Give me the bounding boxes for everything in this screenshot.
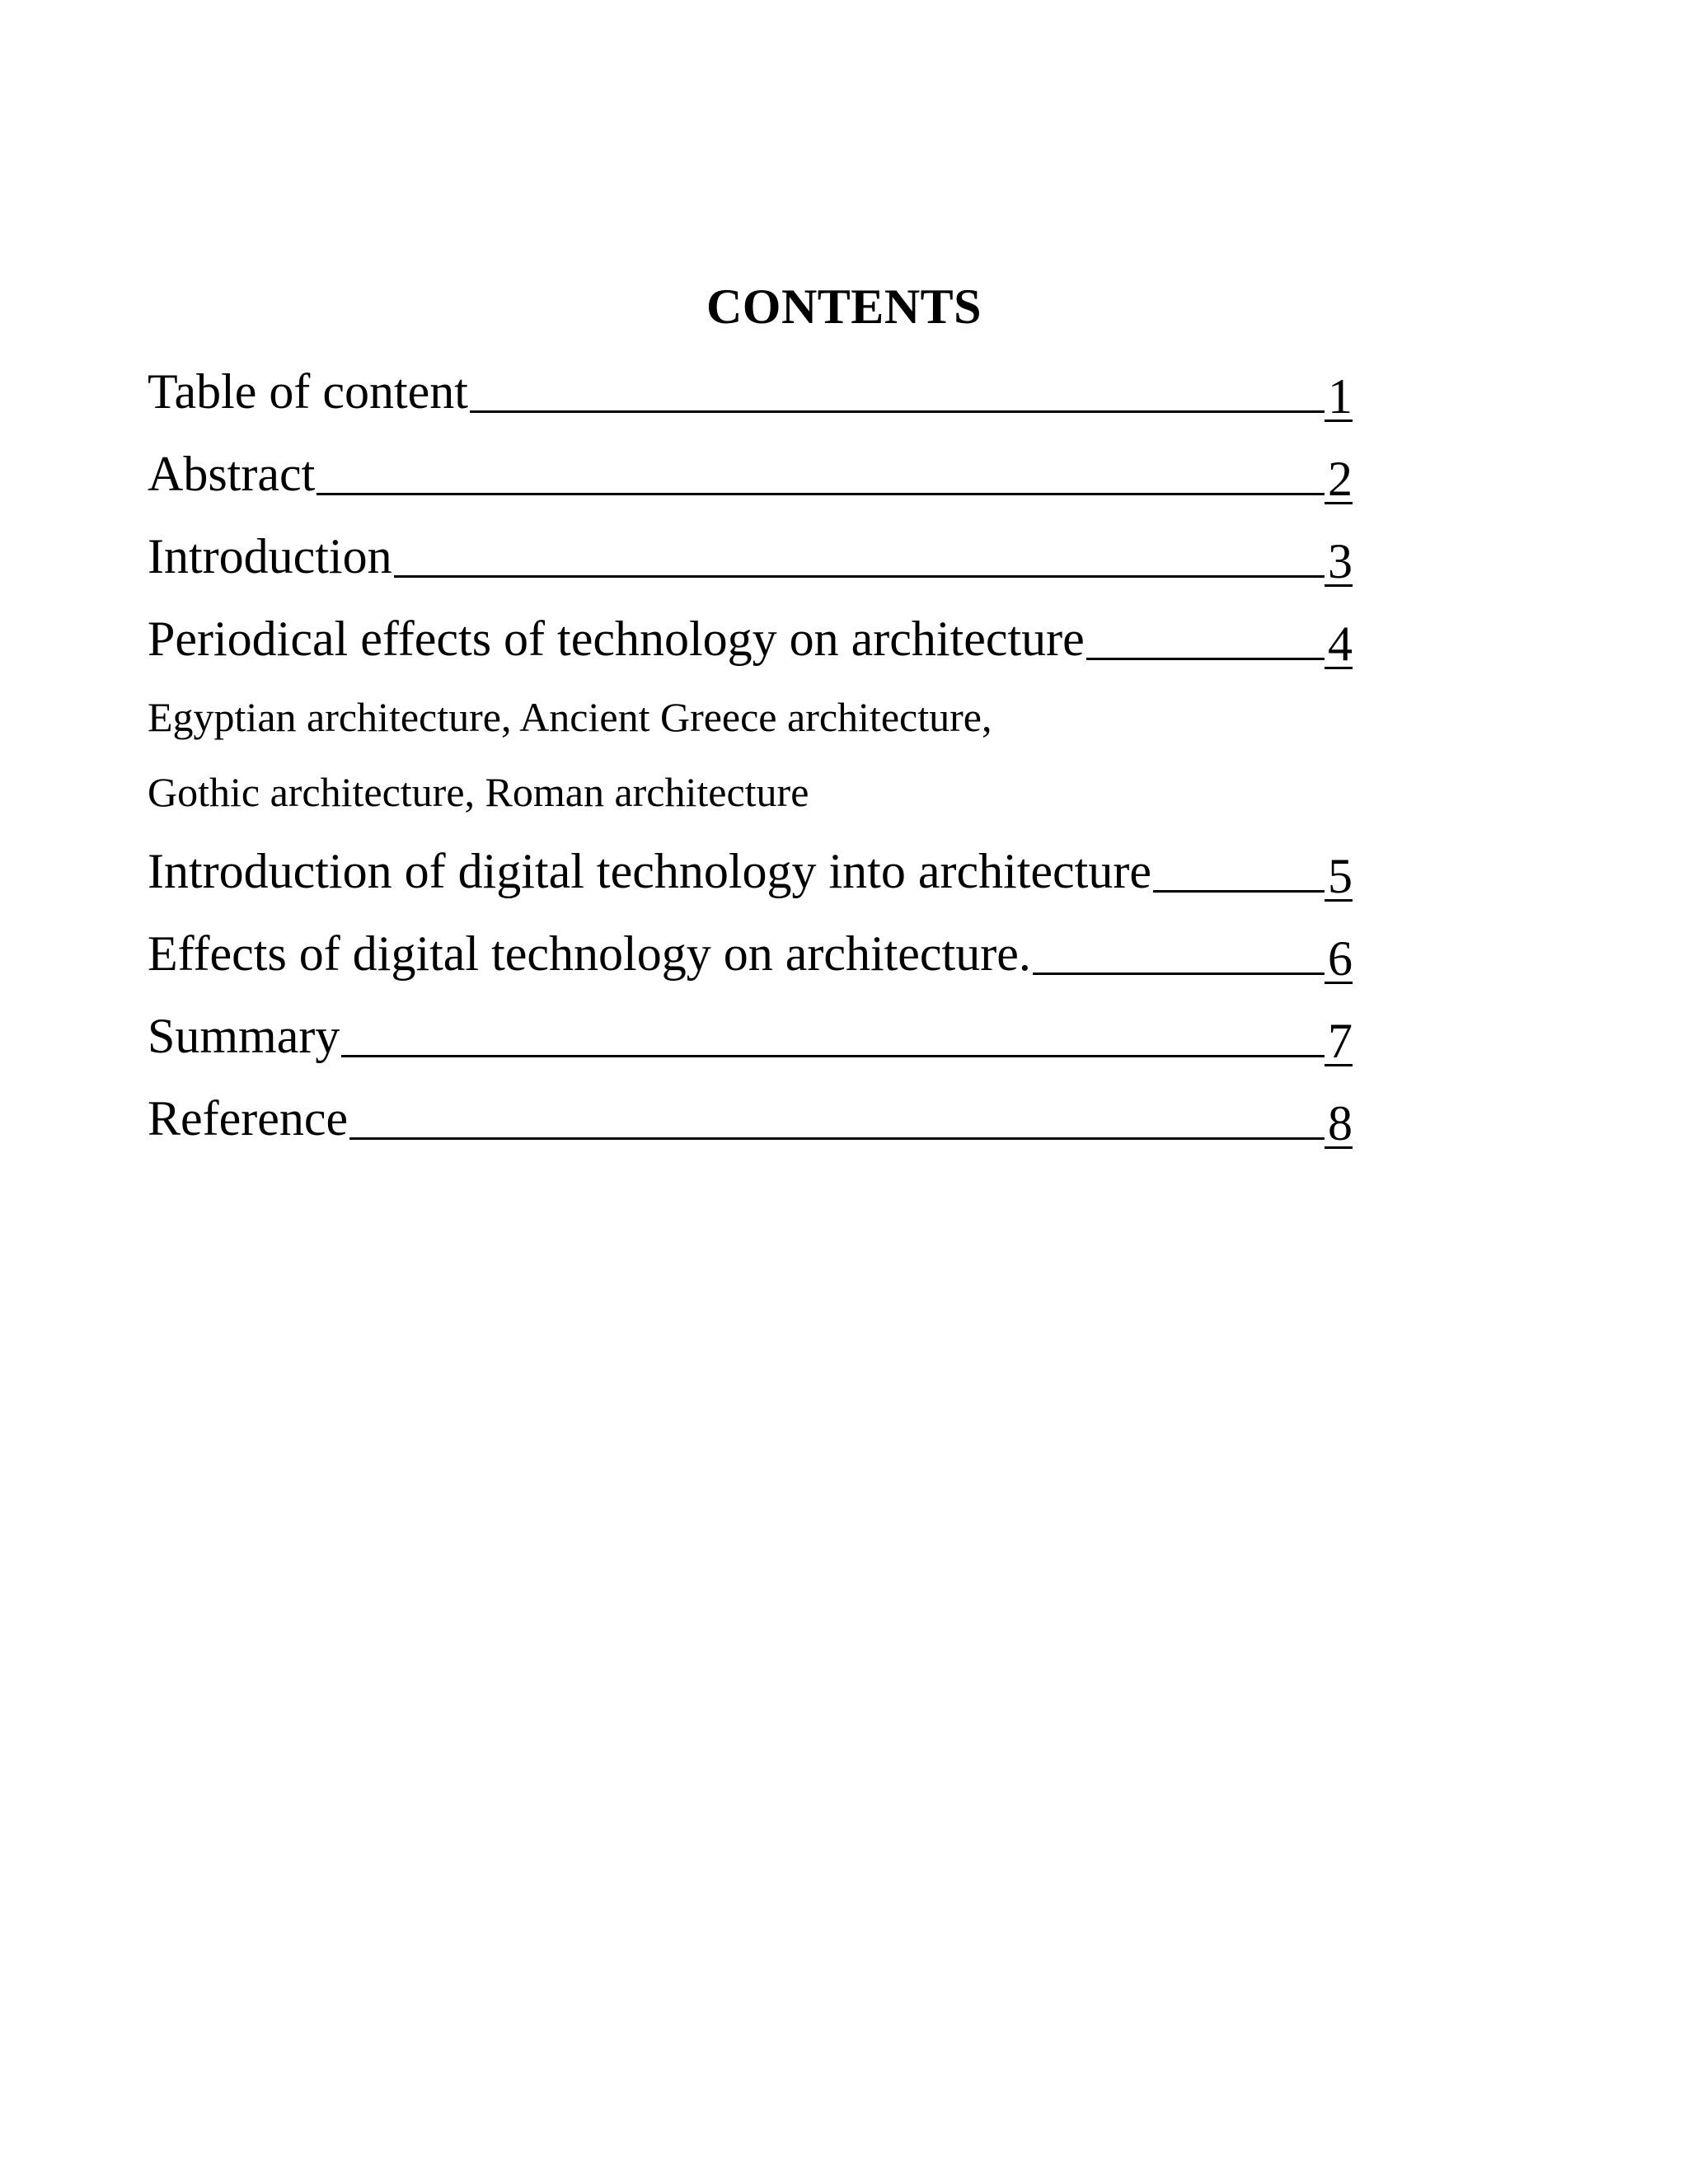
toc-entry[interactable] — [148, 830, 1353, 912]
toc-leader-line — [1033, 972, 1325, 975]
toc-entry-title: Table of content — [148, 364, 468, 419]
toc-page-number: 3 — [1325, 538, 1353, 587]
toc-entry-title: Reference — [148, 1091, 349, 1146]
toc-page-number: 7 — [1325, 1018, 1353, 1066]
toc-entry[interactable] — [148, 912, 1353, 995]
toc-page-number: 2 — [1325, 456, 1353, 504]
toc-entry-title: Introduction of digital technology into architecture — [148, 844, 1151, 898]
toc-subentry: Egyptian architecture, Ancient Greece architecture, — [148, 694, 992, 740]
toc-subentry: Gothic architecture, Roman architecture — [148, 769, 809, 815]
toc-leader-line — [316, 493, 1325, 495]
toc-leader-line — [349, 1137, 1325, 1140]
toc-leader-line — [341, 1055, 1325, 1057]
toc-leader-line — [470, 410, 1325, 413]
toc-page-number: 6 — [1325, 935, 1353, 984]
toc-entry[interactable] — [148, 433, 1353, 515]
table-of-contents — [148, 350, 1353, 1160]
toc-entry-title: Effects of digital technology on architecture. — [148, 926, 1031, 981]
toc-entry[interactable] — [148, 515, 1353, 598]
toc-page-number: 5 — [1325, 853, 1353, 902]
toc-entry[interactable] — [148, 995, 1353, 1077]
toc-entry[interactable] — [148, 1077, 1353, 1160]
toc-entry-title: Periodical effects of technology on architecture — [148, 612, 1085, 666]
toc-page-number: 4 — [1325, 621, 1353, 669]
toc-page-number: 1 — [1325, 373, 1353, 422]
toc-entry[interactable] — [148, 598, 1353, 680]
toc-entry-title: Abstract — [148, 447, 316, 501]
toc-leader-line — [394, 575, 1325, 578]
toc-entry-title: Summary — [148, 1009, 340, 1063]
toc-page-number: 8 — [1325, 1100, 1353, 1149]
page-title: CONTENTS — [706, 279, 982, 334]
toc-leader-line — [1086, 658, 1325, 660]
toc-entry[interactable] — [148, 350, 1353, 433]
toc-entry-title: Introduction — [148, 529, 392, 583]
toc-leader-line — [1153, 890, 1325, 893]
